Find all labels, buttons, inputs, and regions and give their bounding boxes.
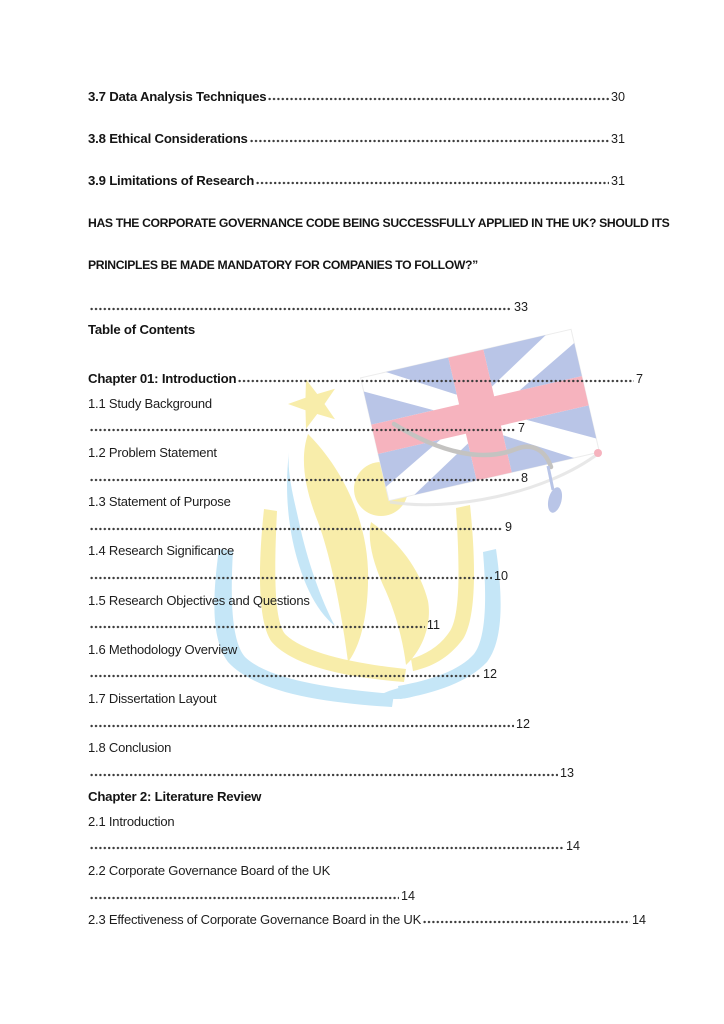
toc-entry-label: 3.7 Data Analysis Techniques (88, 89, 267, 104)
toc-entry-title (88, 589, 648, 614)
page-number: 9 (504, 519, 512, 534)
dissertation-question-title-line (88, 202, 670, 244)
dot-leader (250, 139, 609, 143)
toc-entry-label: Chapter 01: Introduction (88, 371, 237, 387)
toc-entry-leader-row (88, 884, 415, 909)
methodology-toc-section (88, 76, 670, 328)
toc-entry-title (88, 736, 648, 761)
toc-entry-label: 1.4 Research Significance (88, 543, 235, 559)
toc-entry-label: 1.8 Conclusion (88, 740, 172, 756)
toc-chapter-heading (88, 785, 648, 810)
dot-leader (423, 920, 630, 924)
page-number: 33 (513, 300, 528, 314)
dot-leader (90, 576, 492, 580)
page-number: 10 (493, 568, 508, 583)
dot-leader (90, 674, 481, 678)
toc-entry-label: 3.9 Limitations of Research (88, 173, 255, 188)
dot-leader (90, 773, 558, 777)
dot-leader (90, 896, 399, 900)
toc-entry-label: 2.3 Effectiveness of Corporate Governance Board in the UK (88, 912, 422, 928)
page-number: 8 (520, 470, 528, 485)
toc-entry-title (88, 859, 648, 884)
toc-entry-leader-row (88, 662, 497, 687)
toc-entry (88, 908, 646, 933)
toc-entry-label: 1.5 Research Objectives and Questions (88, 592, 310, 608)
page-number: 31 (610, 132, 625, 146)
dot-leader (90, 724, 514, 728)
toc-entry-leader-row (88, 564, 508, 589)
page-number: 13 (559, 765, 574, 780)
toc-entry (88, 76, 625, 118)
dot-leader (90, 846, 564, 850)
page-number: 12 (482, 667, 497, 682)
toc-entry-title (88, 490, 648, 515)
toc-entry-title (88, 441, 648, 466)
toc-entry-leader-row (88, 834, 580, 859)
toc-entry-label: 2.1 Introduction (88, 813, 175, 829)
dot-leader (90, 307, 512, 311)
toc-heading: Table of Contents (88, 322, 195, 337)
page-number: 30 (610, 90, 625, 104)
toc-entries (88, 367, 648, 933)
dot-leader (268, 97, 609, 101)
toc-entry-title (88, 539, 648, 564)
table-of-contents-section (88, 318, 648, 933)
dot-leader (256, 181, 609, 185)
toc-entry-leader-row (88, 712, 530, 737)
toc-entry (88, 367, 643, 392)
toc-entry-title (88, 810, 648, 835)
toc-entry-label: 1.1 Study Background (88, 395, 212, 411)
toc-entry-title (88, 687, 648, 712)
toc-entry (88, 160, 625, 202)
toc-entry-label: Chapter 2: Literature Review (88, 789, 262, 805)
dot-leader (238, 379, 634, 383)
toc-entry-label: 1.2 Problem Statement (88, 444, 217, 460)
toc-entry-label: 1.7 Dissertation Layout (88, 690, 217, 706)
toc-entry-leader-row (88, 466, 528, 491)
toc-entry-label: 3.8 Ethical Considerations (88, 131, 248, 146)
dissertation-question-title-line (88, 244, 648, 286)
page-number: 7 (635, 372, 643, 387)
toc-entry-title (88, 638, 648, 663)
toc-entry-leader-row (88, 761, 574, 786)
page-number: 11 (426, 618, 440, 633)
question-title-text: PRINCIPLES BE MADE MANDATORY FOR COMPANIES TO FOLLOW?” (88, 258, 478, 272)
toc-entry-label: 2.2 Corporate Governance Board of the UK (88, 863, 331, 879)
page-number: 31 (610, 174, 625, 188)
page-number: 12 (515, 716, 530, 731)
page-number: 14 (565, 839, 580, 854)
toc-entry-label: 1.6 Methodology Overview (88, 641, 238, 657)
toc-entry (88, 118, 625, 160)
page-number: 7 (517, 421, 525, 436)
toc-entry-label: 1.3 Statement of Purpose (88, 494, 231, 510)
toc-entry-leader-row (88, 416, 525, 441)
question-title-text: HAS THE CORPORATE GOVERNANCE CODE BEING SUCCESSFULLY APPLIED IN THE UK? SHOULD ITS (88, 216, 670, 230)
toc-heading-row (88, 318, 648, 343)
toc-entry-leader-row (88, 515, 512, 540)
toc-entry-leader-row (88, 613, 440, 638)
dot-leader (90, 625, 425, 629)
page-number: 14 (400, 888, 415, 903)
dot-leader (90, 527, 503, 531)
dot-leader (90, 428, 516, 432)
page-number: 14 (631, 913, 646, 928)
toc-entry-title (88, 392, 648, 417)
dot-leader (90, 478, 519, 482)
